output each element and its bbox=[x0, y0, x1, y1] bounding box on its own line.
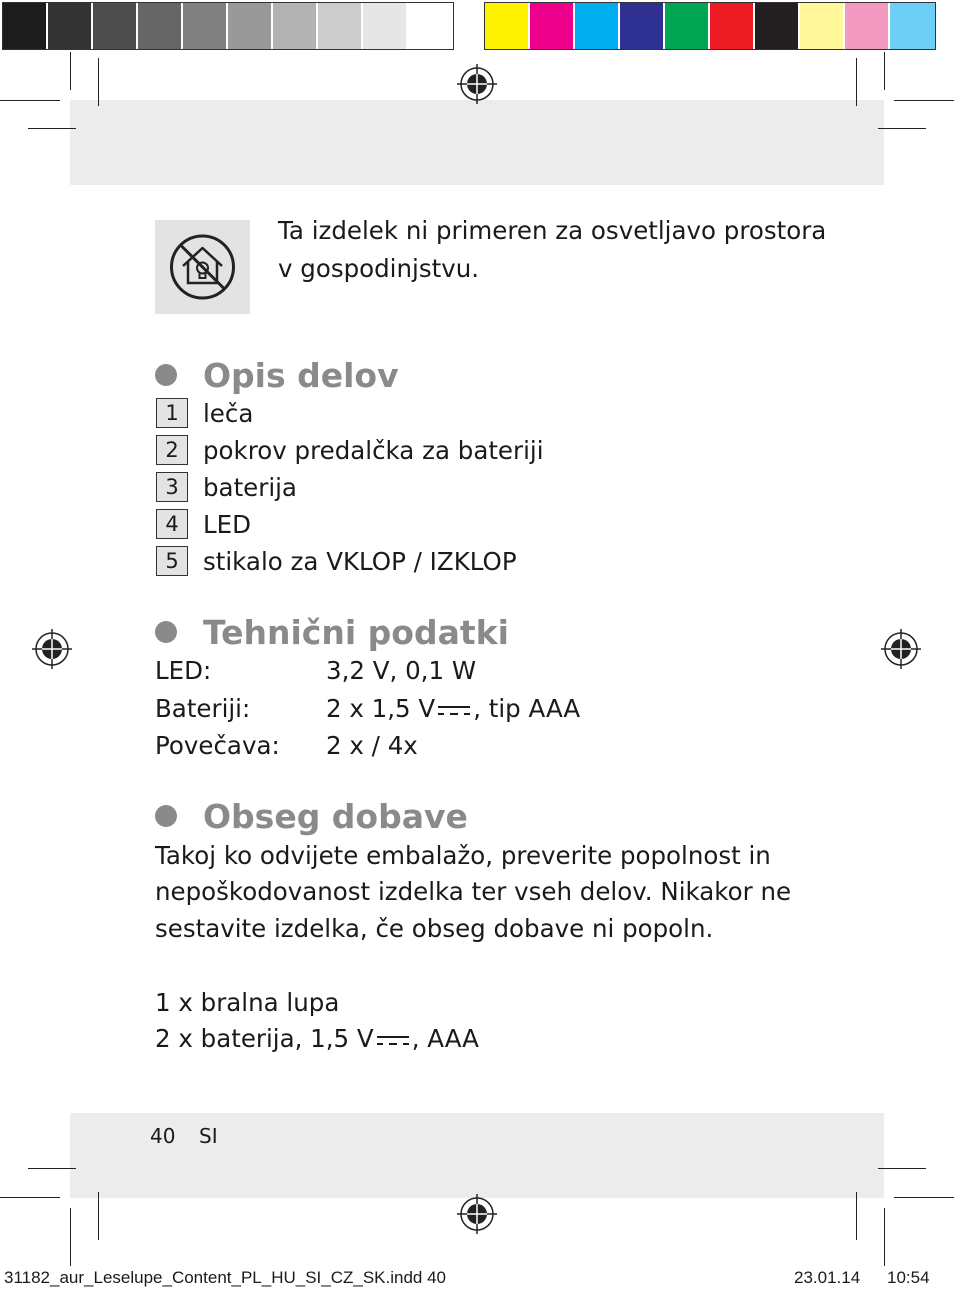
part-label-1: leča bbox=[203, 399, 254, 428]
part-label-3: baterija bbox=[203, 473, 297, 502]
heading-text: Opis delov bbox=[203, 355, 399, 395]
part-label-5: stikalo za VKLOP / IZKLOP bbox=[203, 547, 517, 576]
color-swatch bbox=[800, 3, 845, 49]
bullet-icon bbox=[155, 805, 177, 827]
footer-band bbox=[70, 1113, 884, 1198]
gray-swatch bbox=[3, 3, 48, 49]
battery-voltage: 2 x 1,5 V bbox=[326, 694, 436, 723]
tech-led-value: 3,2 V, 0,1 W bbox=[326, 656, 477, 685]
color-swatch bbox=[665, 3, 710, 49]
part-number-4: 4 bbox=[156, 509, 188, 539]
slug-time: 10:54 bbox=[887, 1268, 930, 1287]
slug-date: 23.01.14 bbox=[794, 1268, 861, 1287]
tech-battery-value bbox=[326, 690, 580, 727]
color-swatch bbox=[485, 3, 530, 49]
bullet-icon bbox=[155, 364, 177, 386]
gray-swatch bbox=[93, 3, 138, 49]
color-swatch bbox=[755, 3, 800, 49]
section-heading-scope bbox=[155, 794, 468, 838]
section-heading-tech bbox=[155, 610, 509, 654]
color-swatch bbox=[710, 3, 755, 49]
gray-swatch bbox=[318, 3, 363, 49]
scope-item-1: 1 x bralna lupa bbox=[155, 988, 340, 1017]
no-household-lighting-icon bbox=[155, 220, 250, 314]
tech-battery-label: Bateriji: bbox=[155, 694, 251, 723]
scope-item-2-text: 2 x baterija, 1,5 V bbox=[155, 1024, 374, 1053]
notice-line-1: Ta izdelek ni primeren za osvetljavo prostora bbox=[278, 216, 827, 245]
color-swatch bbox=[845, 3, 890, 49]
registration-mark-icon bbox=[32, 629, 72, 669]
registration-mark-icon bbox=[457, 1194, 497, 1234]
language-code: SI bbox=[199, 1124, 218, 1148]
part-number-5: 5 bbox=[156, 546, 188, 576]
color-swatch bbox=[575, 3, 620, 49]
page-number: 40 bbox=[150, 1124, 176, 1148]
gray-swatch bbox=[183, 3, 228, 49]
part-number-2: 2 bbox=[156, 435, 188, 465]
bullet-icon bbox=[155, 621, 177, 643]
slug-filename: 31182_aur_Leselupe_Content_PL_HU_SI_CZ_SK.indd 40 bbox=[4, 1268, 447, 1287]
header-band bbox=[70, 100, 884, 185]
grayscale-calibration-bar bbox=[2, 2, 454, 50]
direct-current-icon bbox=[437, 704, 471, 716]
notice-line-2: v gospodinjstvu. bbox=[278, 254, 480, 283]
registration-mark-icon bbox=[881, 629, 921, 669]
tech-zoom-label: Povečava: bbox=[155, 731, 280, 760]
heading-text: Obseg dobave bbox=[203, 796, 468, 836]
gray-swatch bbox=[138, 3, 183, 49]
scope-paragraph-line-2: nepoškodovanost izdelka ter vseh delov. Nikakor ne bbox=[155, 877, 792, 906]
color-swatch bbox=[530, 3, 575, 49]
registration-mark-icon bbox=[457, 64, 497, 104]
tech-zoom-value: 2 x / 4x bbox=[326, 731, 418, 760]
color-swatch bbox=[890, 3, 935, 49]
part-number-1: 1 bbox=[156, 398, 188, 428]
gray-swatch bbox=[228, 3, 273, 49]
part-label-2: pokrov predalčka za bateriji bbox=[203, 436, 544, 465]
color-calibration-bar bbox=[484, 2, 936, 50]
part-number-3: 3 bbox=[156, 472, 188, 502]
gray-swatch bbox=[273, 3, 318, 49]
scope-paragraph-line-3: sestavite izdelka, če obseg dobave ni popoln. bbox=[155, 914, 714, 943]
gray-swatch bbox=[363, 3, 408, 49]
gray-swatch bbox=[48, 3, 93, 49]
scope-paragraph-line-1: Takoj ko odvijete embalažo, preverite popolnost in bbox=[155, 841, 771, 870]
scope-item-2 bbox=[155, 1020, 479, 1057]
tech-led-label: LED: bbox=[155, 656, 212, 685]
direct-current-icon bbox=[376, 1034, 410, 1046]
notice-icon-box bbox=[155, 220, 250, 314]
battery-type: , tip AAA bbox=[473, 694, 581, 723]
heading-text: Tehnični podatki bbox=[203, 612, 509, 652]
color-swatch bbox=[620, 3, 665, 49]
scope-item-2-suffix: , AAA bbox=[411, 1024, 479, 1053]
gray-swatch bbox=[408, 3, 453, 49]
part-label-4: LED bbox=[203, 510, 251, 539]
section-heading-parts bbox=[155, 353, 399, 397]
